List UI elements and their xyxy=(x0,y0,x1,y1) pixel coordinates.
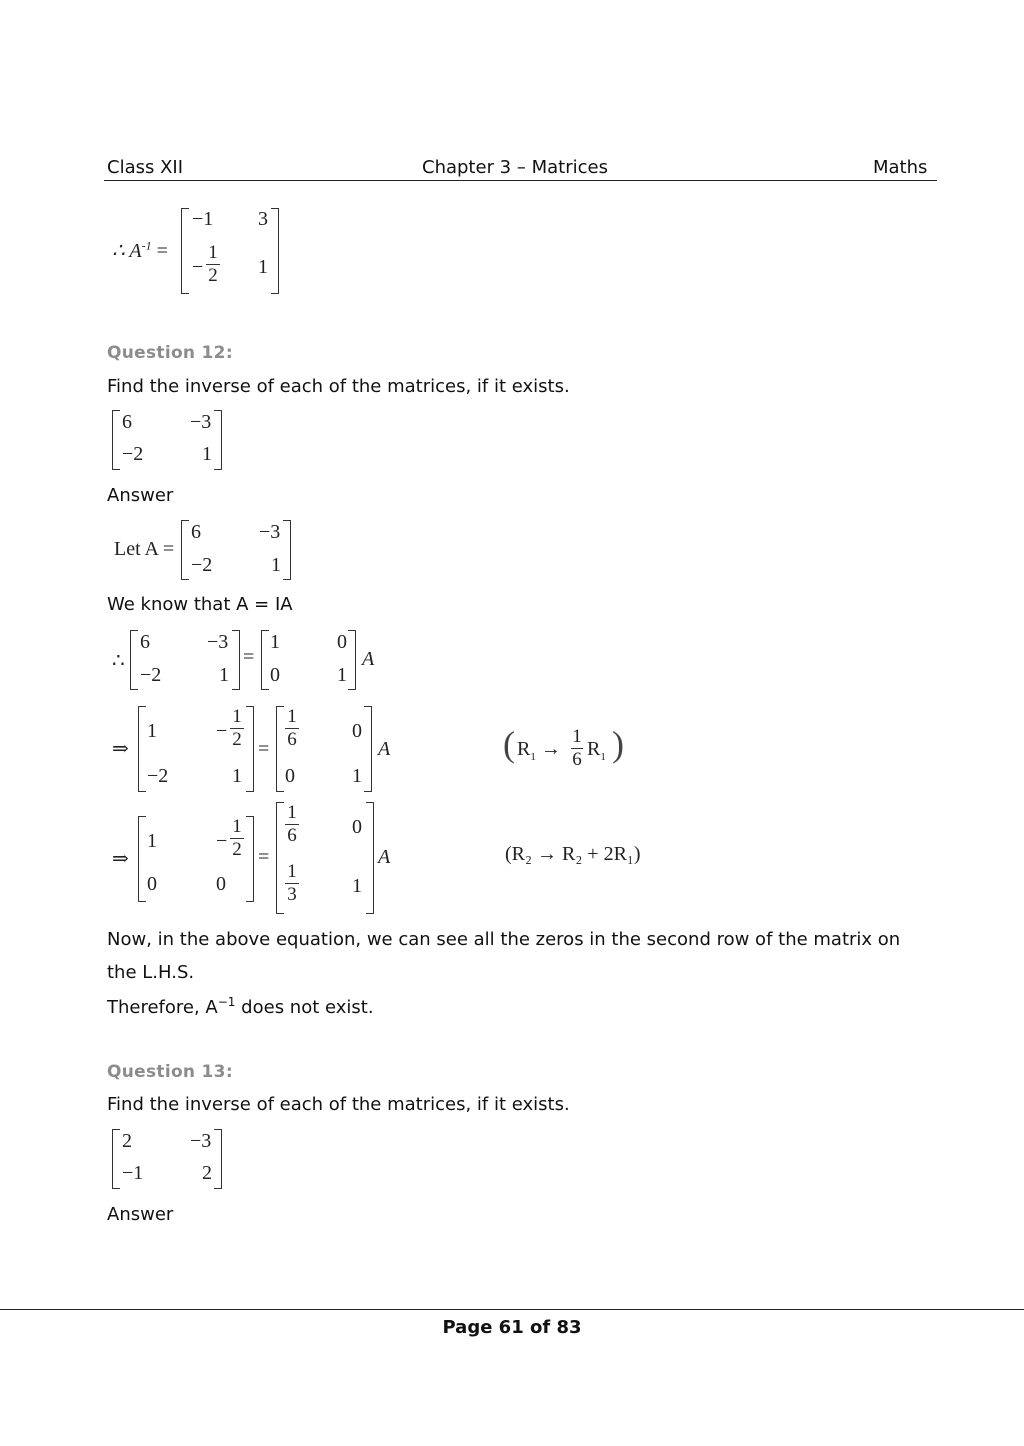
matrix-cell: −2 xyxy=(147,765,169,787)
matrix-cell: 1 xyxy=(202,443,212,465)
matrix-cell: −2 xyxy=(122,443,144,465)
inverse-lhs: ∴ $A^{-1}$ = xyxy=(112,238,168,262)
question-12-title: Question 12: xyxy=(107,343,233,363)
bracket-right xyxy=(283,520,291,580)
fraction-sixth: 1 6 xyxy=(285,707,299,750)
equals-sign: = xyxy=(258,738,270,760)
matrix-cell: −1 xyxy=(192,208,214,230)
matrix-cell: 1 xyxy=(337,664,347,686)
therefore-symbol: ∴ xyxy=(112,650,125,672)
answer-label: Answer xyxy=(107,1204,174,1225)
matrix-cell: 2 xyxy=(122,1130,132,1152)
question-13-title: Question 13: xyxy=(107,1062,233,1082)
bracket-right xyxy=(366,802,374,914)
footer-rule xyxy=(0,1309,1024,1310)
matrix-cell: 1 xyxy=(219,664,229,686)
matrix-cell: 1 xyxy=(258,256,268,278)
fraction-half: 1 2 xyxy=(206,243,220,286)
matrix-A: A xyxy=(378,846,391,868)
bracket-right xyxy=(271,208,279,294)
matrix-cell: 1 xyxy=(352,875,362,897)
matrix-A: A xyxy=(378,738,391,760)
matrix-cell: −3 xyxy=(190,411,212,433)
matrix-cell: −2 xyxy=(191,554,213,576)
conclusion-line-2: the L.H.S. xyxy=(107,962,195,983)
matrix-cell: 6 xyxy=(191,521,201,543)
bracket-left xyxy=(138,706,146,792)
matrix-cell: 1 xyxy=(232,765,242,787)
page-number: Page 61 of 83 xyxy=(442,1317,582,1338)
question-13-prompt: Find the inverse of each of the matrices, if it exists. xyxy=(107,1094,570,1115)
row-op-1: $R_1$ → xyxy=(517,738,561,763)
equals-sign: = xyxy=(243,646,255,668)
matrix-cell: 0 xyxy=(285,765,295,787)
conclusion-line-3: Therefore, $A^{-1}$ does not exist. xyxy=(107,995,374,1018)
matrix-cell: − xyxy=(216,720,228,742)
matrix-cell: −2 xyxy=(140,664,162,686)
paren-left: ( xyxy=(503,724,515,764)
matrix-cell: − xyxy=(216,830,228,852)
question-12-prompt: Find the inverse of each of the matrices, if it exists. xyxy=(107,376,570,397)
bracket-left xyxy=(261,630,269,690)
bracket-left xyxy=(130,630,138,690)
matrix-cell: 0 xyxy=(147,873,157,895)
matrix-cell: 2 xyxy=(202,1162,212,1184)
matrix-cell: 1 xyxy=(147,830,157,852)
fraction-sixth: 1 6 xyxy=(572,726,582,770)
answer-label: Answer xyxy=(107,485,174,506)
header-chapter: Chapter 3 – Matrices xyxy=(422,157,608,178)
matrix-cell: 0 xyxy=(337,631,347,653)
matrix-cell: 0 xyxy=(352,816,362,838)
bracket-right xyxy=(232,630,240,690)
bracket-right xyxy=(348,630,356,690)
paren-right: ) xyxy=(612,724,624,764)
matrix-cell: 1 xyxy=(270,631,280,653)
row-op-2: (R₂ → R₂ + 2R₁) xyxy=(505,843,641,865)
matrix-cell: −3 xyxy=(207,631,229,653)
header-rule xyxy=(104,180,937,181)
conclusion-line-1: Now, in the above equation, we can see all the zeros in the second row of the matrix on xyxy=(107,929,901,950)
bracket-right xyxy=(246,706,254,792)
bracket-left xyxy=(181,520,189,580)
fraction-half: 1 2 xyxy=(230,707,244,750)
matrix-cell: −3 xyxy=(259,521,281,543)
fraction-third: 1 3 xyxy=(285,862,299,905)
matrix-A: A xyxy=(362,648,375,670)
implies-symbol: ⇒ xyxy=(112,848,129,870)
identity-statement: We know that A = IA xyxy=(107,594,293,615)
matrix-cell: −1 xyxy=(122,1162,144,1184)
matrix-cell: 1 xyxy=(271,554,281,576)
bracket-right xyxy=(364,706,372,792)
bracket-right xyxy=(246,816,254,902)
matrix-cell: 0 xyxy=(270,664,280,686)
header-class: Class XII xyxy=(107,157,184,178)
row-op-1-target: $R_1$ xyxy=(587,738,606,763)
matrix-cell: 3 xyxy=(258,208,268,230)
bracket-left xyxy=(276,802,284,914)
bracket-left xyxy=(112,1129,120,1189)
matrix-cell: − xyxy=(192,256,204,278)
matrix-cell: 0 xyxy=(216,873,226,895)
matrix-cell: 0 xyxy=(352,720,362,742)
bracket-right xyxy=(214,1129,222,1189)
matrix-cell: 6 xyxy=(140,631,150,653)
header-subject: Maths xyxy=(873,157,928,178)
bracket-left xyxy=(276,706,284,792)
implies-symbol: ⇒ xyxy=(112,738,129,760)
matrix-cell: −3 xyxy=(190,1130,212,1152)
matrix-cell: 6 xyxy=(122,411,132,433)
fraction-sixth: 1 6 xyxy=(285,803,299,846)
equals-sign: = xyxy=(258,846,270,868)
bracket-left xyxy=(181,208,189,294)
bracket-right xyxy=(214,410,222,470)
let-statement: Let A = xyxy=(114,538,175,560)
matrix-cell: 1 xyxy=(147,720,157,742)
matrix-cell: 1 xyxy=(352,765,362,787)
bracket-left xyxy=(112,410,120,470)
bracket-left xyxy=(138,816,146,902)
fraction-half: 1 2 xyxy=(230,817,244,860)
